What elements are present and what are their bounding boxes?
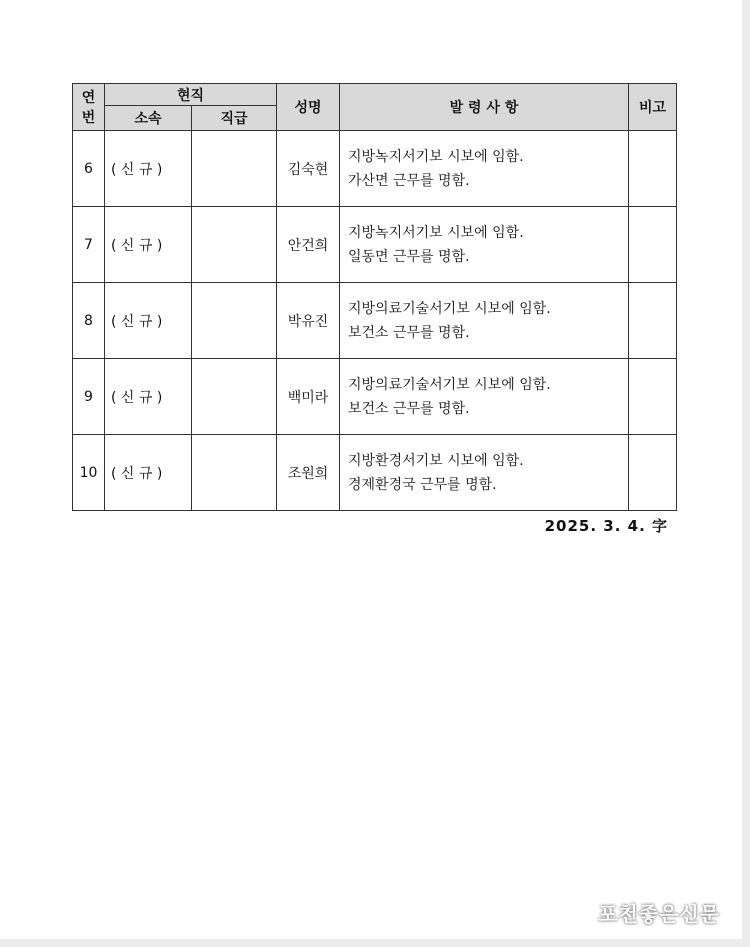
row-rank bbox=[192, 131, 277, 207]
row-number: 6 bbox=[73, 131, 105, 207]
header-current-position: 현직 bbox=[105, 84, 277, 106]
row-remarks bbox=[629, 359, 677, 435]
order-line-appointment: 지방녹지서기보 시보에 임함. bbox=[348, 224, 524, 241]
order-line-appointment: 지방녹지서기보 시보에 임함. bbox=[348, 148, 524, 165]
row-order-details bbox=[340, 283, 629, 359]
header-number-top: 연 bbox=[81, 90, 96, 106]
row-order-details bbox=[340, 207, 629, 283]
row-remarks bbox=[629, 131, 677, 207]
row-affiliation: ( 신 규 ) bbox=[105, 131, 192, 207]
row-number: 9 bbox=[73, 359, 105, 435]
order-line-assignment: 일동면 근무를 명함. bbox=[348, 248, 470, 265]
row-name: 백미라 bbox=[277, 359, 340, 435]
header-rank: 직급 bbox=[192, 106, 277, 131]
row-remarks bbox=[629, 435, 677, 511]
row-rank bbox=[192, 207, 277, 283]
order-line-assignment: 보건소 근무를 명함. bbox=[348, 324, 470, 341]
row-number: 7 bbox=[73, 207, 105, 283]
row-affiliation: ( 신 규 ) bbox=[105, 207, 192, 283]
order-line-appointment: 지방환경서기보 시보에 임함. bbox=[348, 452, 524, 469]
table-row bbox=[73, 435, 677, 511]
row-name: 박유진 bbox=[277, 283, 340, 359]
table-row bbox=[73, 131, 677, 207]
row-order-details bbox=[340, 359, 629, 435]
row-name: 김숙현 bbox=[277, 131, 340, 207]
personnel-order-table bbox=[72, 83, 677, 511]
row-order-details bbox=[340, 131, 629, 207]
row-rank bbox=[192, 283, 277, 359]
row-number: 10 bbox=[73, 435, 105, 511]
table-row bbox=[73, 359, 677, 435]
watermark-text: 포천좋은신문 bbox=[598, 902, 720, 926]
row-rank bbox=[192, 435, 277, 511]
row-rank bbox=[192, 359, 277, 435]
header-name: 성명 bbox=[277, 84, 340, 131]
table-row bbox=[73, 283, 677, 359]
row-affiliation: ( 신 규 ) bbox=[105, 435, 192, 511]
header-order-details: 발 령 사 항 bbox=[340, 84, 629, 131]
order-line-appointment: 지방의료기술서기보 시보에 임함. bbox=[348, 376, 551, 393]
row-name: 조원희 bbox=[277, 435, 340, 511]
row-remarks bbox=[629, 283, 677, 359]
order-line-assignment: 가산면 근무를 명함. bbox=[348, 172, 470, 189]
order-line-assignment: 보건소 근무를 명함. bbox=[348, 400, 470, 417]
row-affiliation: ( 신 규 ) bbox=[105, 359, 192, 435]
header-affiliation: 소속 bbox=[105, 106, 192, 131]
row-remarks bbox=[629, 207, 677, 283]
order-line-appointment: 지방의료기술서기보 시보에 임함. bbox=[348, 300, 551, 317]
header-number-bottom: 번 bbox=[81, 110, 96, 126]
order-line-assignment: 경제환경국 근무를 명함. bbox=[348, 476, 497, 493]
row-number: 8 bbox=[73, 283, 105, 359]
header-remarks: 비고 bbox=[629, 84, 677, 131]
table-row bbox=[73, 207, 677, 283]
header-number bbox=[73, 84, 105, 131]
row-order-details bbox=[340, 435, 629, 511]
row-name: 안건희 bbox=[277, 207, 340, 283]
row-affiliation: ( 신 규 ) bbox=[105, 283, 192, 359]
issue-date: 2025. 3. 4. 字 bbox=[544, 517, 668, 535]
